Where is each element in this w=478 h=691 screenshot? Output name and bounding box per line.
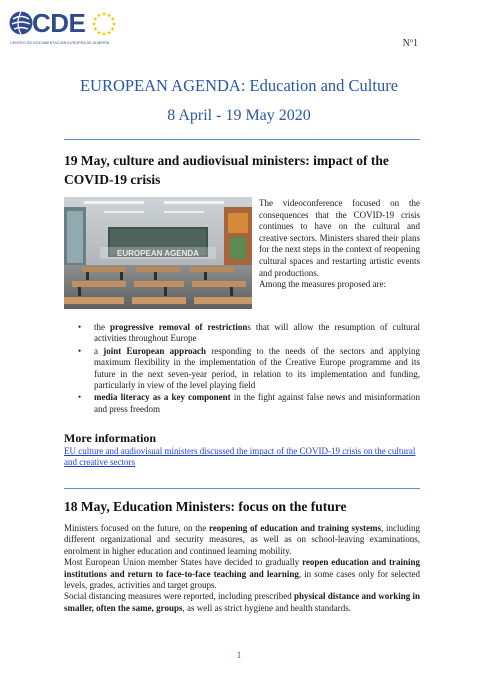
star-icon [97, 13, 101, 17]
bullet-text: a [94, 345, 104, 356]
logo-subtitle: CENTRO DE DOCUMENTACIÓN EUROPEA DE ALMERÍA [10, 41, 110, 45]
bullet-text: the [94, 322, 111, 332]
bullet-bold: media literacy as a key component [94, 392, 231, 403]
intro-paragraph: The videoconference focused on the consequences that the COVID-19 crisis continues to have on the cultural and creative sectors. Ministers shared their plans for the next steps in the context of reopening cultural spaces and restarting artistic events and productions. [259, 198, 420, 278]
text: , including different organizational and security measures, as well as on school-leaving examinations, enrolment in higher education and continued learning mobility. [64, 523, 421, 556]
star-icon [107, 30, 111, 34]
text: Ministers focused on the future, on the [64, 523, 209, 533]
bullet-text: s that will allow the resumption of cultural activities throughout Europe [94, 322, 420, 344]
star-icon [102, 32, 106, 36]
classroom-photo [64, 197, 252, 309]
list-item [64, 346, 420, 392]
bullet-icon: • [78, 392, 82, 403]
star-icon [102, 12, 106, 16]
more-information-link[interactable]: EU culture and audiovisual ministers discussed the impact of the COVID-19 crisis on the cultural and creative sectors [64, 446, 416, 468]
section-heading-education: 18 May, Education Ministers: focus on the future [64, 499, 347, 514]
bullet-text: responding to the needs of the sectors and applying maximum flexibility in the implementation of the Creative Europe programme and its future in the next seven-year period, in relation to its implementation and funding, particularly in view of the level playing field [94, 345, 420, 391]
bullet-icon: • [78, 322, 82, 332]
measures-list [64, 322, 420, 416]
star-icon [93, 17, 97, 21]
divider [64, 488, 420, 489]
divider [64, 139, 420, 140]
eu-stars-icon [90, 10, 118, 38]
measures-intro: Among the measures proposed are: [259, 279, 386, 290]
photo-caption: EUROPEAN AGENDA [117, 249, 199, 258]
star-icon [97, 30, 101, 34]
paragraph [64, 523, 420, 557]
star-icon [93, 27, 97, 31]
text: , in some cases only for selected levels, grades, activities and target groups. [64, 568, 420, 591]
bold-text: reopening of education and training systems [208, 523, 382, 533]
paragraph [64, 591, 420, 614]
bullet-icon: • [78, 345, 82, 356]
page-number: 1 [236, 650, 242, 660]
bold-text: reopen education and training institutions and return to face-to-face teaching and learning [64, 557, 420, 579]
newsletter-title: EUROPEAN AGENDA: Education and Culture [79, 76, 399, 95]
text: Social distancing measures were reported, including prescribed [64, 591, 294, 602]
newsletter-dates: 8 April - 19 May 2020 [167, 107, 311, 124]
logo-wordmark: CDE [32, 8, 86, 38]
bullet-bold: progressive removal of restriction [110, 322, 248, 332]
section-heading-culture: 19 May, culture and audiovisual ministers: impact of the COVID-19 crisis [64, 153, 389, 187]
section1-intro [259, 198, 420, 291]
more-information-heading: More information [64, 431, 157, 445]
list-item [64, 322, 420, 345]
star-icon [111, 17, 115, 21]
paragraph [64, 557, 420, 591]
bold-text: physical distance and working in smaller, often the same, groups [64, 591, 421, 613]
bullet-bold: joint European approach [103, 345, 207, 356]
star-icon [107, 13, 111, 17]
section2-body [64, 523, 420, 614]
list-item [64, 392, 420, 415]
globe-icon [8, 10, 34, 36]
star-icon [92, 22, 96, 26]
text: Most European Union member States have decided to gradually [64, 557, 303, 568]
star-icon [112, 22, 116, 26]
text: , as well as strict hygiene and health standards. [182, 602, 351, 613]
cde-logo [8, 10, 140, 50]
issue-number: Nº1 [402, 38, 418, 49]
bullet-text: in the fight against false news and misinformation and press freedom [94, 392, 420, 414]
star-icon [111, 27, 115, 31]
